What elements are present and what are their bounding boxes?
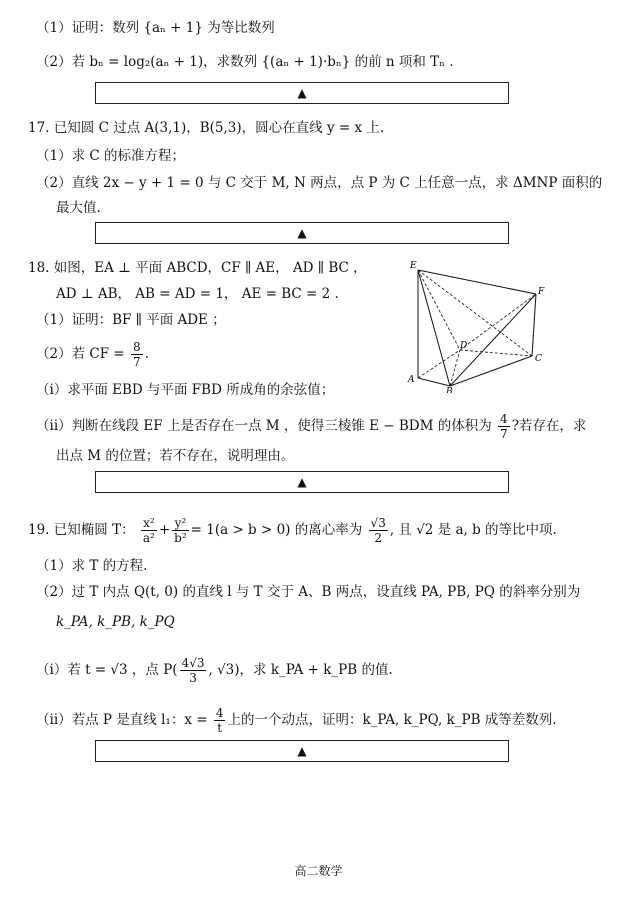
- q19-part1: （1）求 T 的方程.: [36, 558, 148, 574]
- edge-bc: [450, 356, 532, 386]
- q17-part1: （1）求 C 的标准方程；: [36, 148, 186, 164]
- fraction: $\frac{√3}{2}$: [370, 516, 386, 545]
- label-c: C: [535, 354, 542, 364]
- edge-ab: [418, 378, 450, 386]
- edge-cf: [532, 294, 536, 356]
- label-e: E: [410, 261, 417, 271]
- q18-part-ii-cont: 出点 M 的位置；若不存在，说明理由。: [56, 448, 295, 464]
- q18-geometry-figure: [402, 258, 562, 393]
- q16-part1: （1）证明：数列 {aₙ + 1} 为等比数列: [36, 20, 275, 36]
- edge-ef: [418, 270, 536, 294]
- label-f: F: [538, 287, 545, 297]
- q16-part2: （2）若 bₙ = log₂(aₙ + 1)，求数列 {(aₙ + 1)·bₙ} 的前 n 项和 Tₙ .: [36, 54, 454, 70]
- label-a: A: [408, 375, 415, 385]
- label-d: D: [460, 341, 468, 351]
- q17-part2: （2）直线 2x − y + 1 = 0 与 C 交于 M, N 两点，点 P 为 C 上任意一点，求 ΔMNP 面积的: [36, 175, 603, 191]
- fraction: $\frac{\text{y²}}{\text{b²}}$: [174, 516, 187, 545]
- answer-box[interactable]: ▲: [95, 222, 509, 244]
- q18-part-i: （i）求平面 EBD 与平面 FBD 所成角的余弦值；: [36, 382, 335, 398]
- fraction: $\frac{4}{7}$: [500, 412, 508, 441]
- q19-part2: （2）过 T 内点 Q(t, 0) 的直线 l 与 T 交于 A、B 两点，设直线 PA, PB, PQ 的斜率分别为: [36, 584, 581, 600]
- q17-stem: 17. 已知圆 C 过点 A(3,1)，B(5,3)，圆心在直线 y = x 上.: [28, 120, 385, 136]
- q18-stem-cont: AD ⊥ AB， AB = AD = 1， AE = BC = 2 .: [56, 286, 339, 302]
- q17-part2-cont: 最大值.: [56, 200, 101, 216]
- q19-part-ii: （ii）若点 P 是直线 l₁：x = $\frac{4}{t}$ 上的一个动点，证明：k_PA, k_PQ, k_PB 成等差数列.: [36, 706, 557, 735]
- fraction: $\frac{\text{x²}}{\text{a²}}$: [142, 516, 155, 545]
- q19-part-i: （i）若 t = √3 ，点 P( $\frac{4√3}{3}$ , √3)，求 k_PA + k_PB 的值.: [36, 656, 393, 685]
- edge-ec: [418, 270, 532, 356]
- edge-eb: [418, 270, 450, 386]
- q19-stem: 19. 已知椭圆 T： $\frac{\text{x²}}{\text{a²}}$ + $\frac{\text{y²}}{\text{b²}}$ = 1(a > b > 0) 的离心率为 $\frac{√3}{2}$ , 且 √2 是 a, b 的等比中项.: [28, 516, 557, 545]
- edge-bf: [450, 294, 536, 386]
- fraction: $\frac{4}{t}$: [215, 706, 224, 735]
- q18-part1: （1）证明：BF ∥ 平面 ADE ；: [36, 312, 226, 328]
- edge-dc: [460, 350, 532, 356]
- fraction: $\frac{8}{7}$: [132, 340, 141, 369]
- label-b: B: [446, 387, 453, 393]
- q18-part-ii: （ii）判断在线段 EF 上是否存在一点 M ，使得三棱锥 E − BDM 的体积为 $\frac{4}{7}$ ?若存在，求: [36, 412, 587, 441]
- q19-part2-cont: k_PA, k_PB, k_PQ: [56, 614, 175, 630]
- answer-box[interactable]: ▲: [95, 82, 509, 104]
- page-footer: 高二数学: [294, 864, 343, 878]
- edge-ed: [418, 270, 460, 350]
- q18-stem: 18. 如图，EA ⊥ 平面 ABCD，CF ∥ AE， AD ∥ BC ，: [28, 260, 367, 276]
- answer-box[interactable]: ▲: [95, 471, 509, 493]
- answer-box[interactable]: ▲: [95, 740, 509, 762]
- edge-df: [460, 294, 536, 350]
- fraction: $\frac{4√3}{3}$: [181, 656, 205, 685]
- q18-part2: （2）若 CF = $\frac{8}{7}$ .: [36, 340, 149, 369]
